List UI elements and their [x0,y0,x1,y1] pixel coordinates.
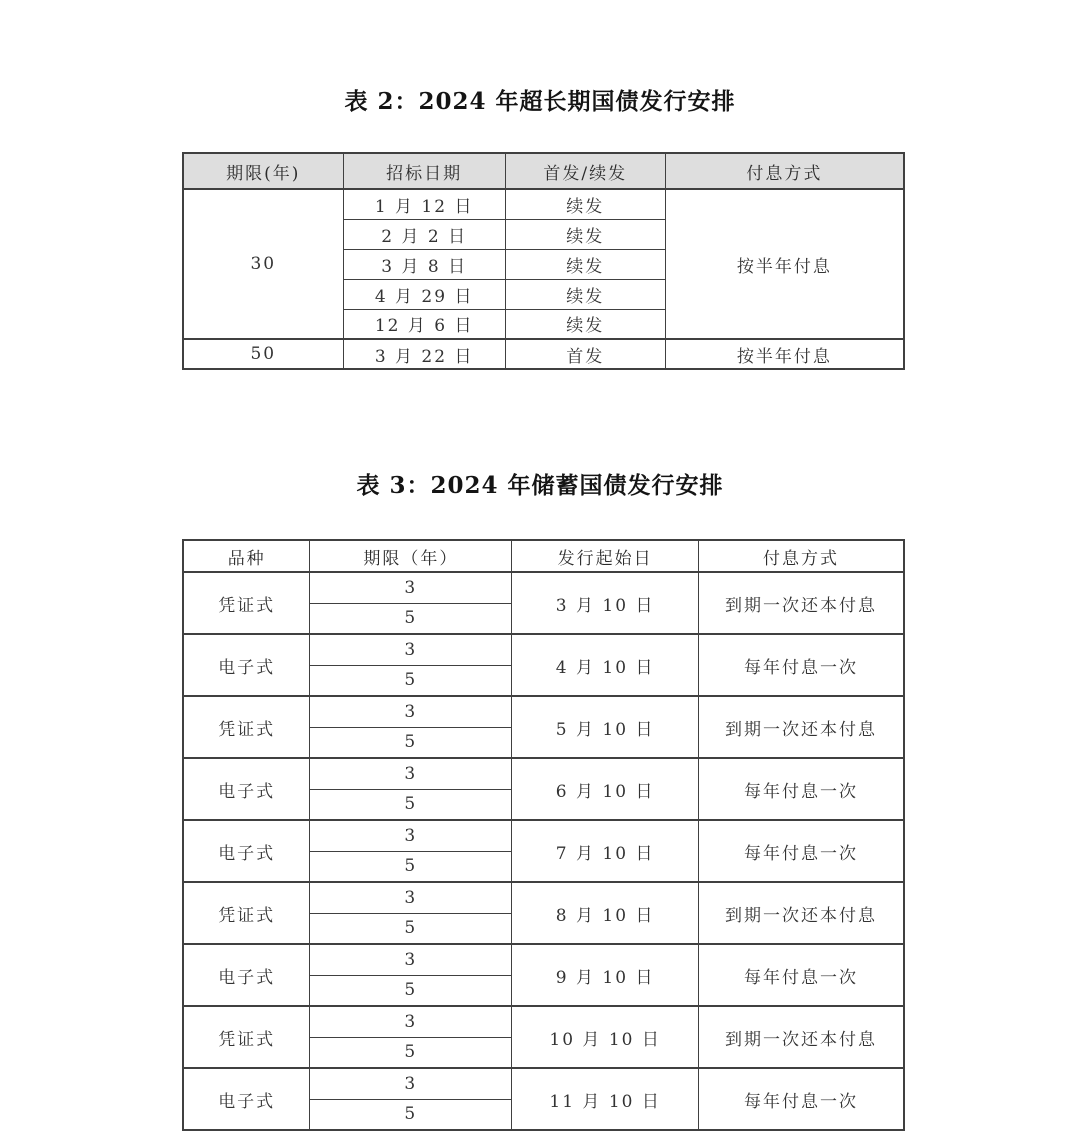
bond-type-cell: 凭证式 [183,572,310,634]
start-date-cell: 4 月 10 日 [512,634,699,696]
bond-type-cell: 电子式 [183,1068,310,1130]
table2-header-cell: 首发/续发 [505,153,665,189]
table2-header-row [183,153,904,189]
auction-date-cell: 3 月 22 日 [343,339,505,369]
start-date-cell: 9 月 10 日 [512,944,699,1006]
table3-row [183,820,904,851]
table3-header-row [183,540,904,572]
table2-header-row [183,153,904,189]
issue-type-cell: 续发 [505,309,665,339]
interest-method-cell: 到期一次还本付息 [699,572,905,634]
table2-header-cell: 期限(年) [183,153,343,189]
table3-row [183,696,904,727]
bond-type-cell: 电子式 [183,758,310,820]
table3-header-row [183,540,904,572]
interest-method-cell: 按半年付息 [665,189,904,339]
interest-method-cell: 到期一次还本付息 [699,882,905,944]
table3-title: 表 3：2024 年储蓄国债发行安排 [356,472,724,499]
auction-date-cell: 4 月 29 日 [343,279,505,309]
table3-row [183,572,904,603]
interest-method-cell: 每年付息一次 [699,758,905,820]
interest-method-cell: 每年付息一次 [699,820,905,882]
issue-type-cell: 首发 [505,339,665,369]
interest-method-cell: 按半年付息 [665,339,904,369]
start-date-cell: 3 月 10 日 [512,572,699,634]
start-date-cell: 11 月 10 日 [512,1068,699,1130]
savings-bond-table [182,539,905,1131]
maturity-term-cell: 3 [310,634,512,665]
term-years-cell: 30 [183,189,343,339]
table3-row [183,1006,904,1037]
maturity-term-cell: 5 [310,851,512,882]
maturity-term-cell: 5 [310,789,512,820]
interest-method-cell: 到期一次还本付息 [699,1006,905,1068]
maturity-term-cell: 3 [310,1006,512,1037]
table2-row [183,339,904,369]
table2-header-cell: 招标日期 [343,153,505,189]
table3-header-cell: 期限（年） [310,540,512,572]
table3-row [183,634,904,665]
interest-method-cell: 每年付息一次 [699,634,905,696]
table3-row [183,882,904,913]
maturity-term-cell: 3 [310,758,512,789]
table2-title: 表 2：2024 年超长期国债发行安排 [344,88,736,115]
table3-header-cell: 品种 [183,540,310,572]
issue-type-cell: 续发 [505,219,665,249]
maturity-term-cell: 5 [310,665,512,696]
maturity-term-cell: 3 [310,944,512,975]
issue-type-cell: 续发 [505,189,665,219]
maturity-term-cell: 5 [310,975,512,1006]
table2-header-cell: 付息方式 [665,153,904,189]
table3-row [183,1068,904,1099]
bond-type-cell: 电子式 [183,634,310,696]
table3-row [183,758,904,789]
start-date-cell: 7 月 10 日 [512,820,699,882]
maturity-term-cell: 5 [310,727,512,758]
maturity-term-cell: 3 [310,1068,512,1099]
start-date-cell: 10 月 10 日 [512,1006,699,1068]
auction-date-cell: 1 月 12 日 [343,189,505,219]
bond-type-cell: 电子式 [183,820,310,882]
issue-type-cell: 续发 [505,249,665,279]
table3-header-cell: 发行起始日 [512,540,699,572]
interest-method-cell: 每年付息一次 [699,1068,905,1130]
bond-type-cell: 电子式 [183,944,310,1006]
auction-date-cell: 12 月 6 日 [343,309,505,339]
auction-date-cell: 3 月 8 日 [343,249,505,279]
term-years-cell: 50 [183,339,343,369]
maturity-term-cell: 3 [310,882,512,913]
table2-body [183,189,904,369]
bond-type-cell: 凭证式 [183,696,310,758]
start-date-cell: 5 月 10 日 [512,696,699,758]
bond-type-cell: 凭证式 [183,882,310,944]
maturity-term-cell: 5 [310,603,512,634]
maturity-term-cell: 3 [310,820,512,851]
interest-method-cell: 到期一次还本付息 [699,696,905,758]
interest-method-cell: 每年付息一次 [699,944,905,1006]
issue-type-cell: 续发 [505,279,665,309]
table3-header-cell: 付息方式 [699,540,905,572]
auction-date-cell: 2 月 2 日 [343,219,505,249]
maturity-term-cell: 5 [310,913,512,944]
maturity-term-cell: 3 [310,696,512,727]
bond-type-cell: 凭证式 [183,1006,310,1068]
table3-row [183,944,904,975]
ultra-long-term-bond-table [182,152,905,370]
maturity-term-cell: 3 [310,572,512,603]
maturity-term-cell: 5 [310,1037,512,1068]
table3-body [183,572,904,1130]
start-date-cell: 6 月 10 日 [512,758,699,820]
table2-row [183,189,904,219]
maturity-term-cell: 5 [310,1099,512,1130]
start-date-cell: 8 月 10 日 [512,882,699,944]
